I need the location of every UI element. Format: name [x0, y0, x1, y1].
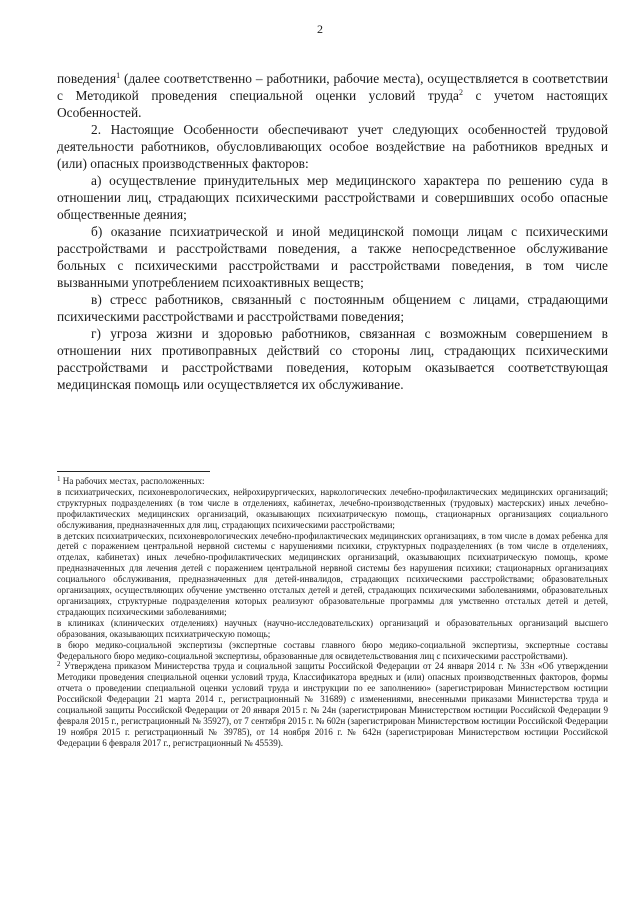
paragraph-2: 2. Настоящие Особенности обеспечивают учет следующих особенностей трудовой деятельности работников, обусловливающих особое воздействие на работников вредных и (или) опасных производственных факторов: [57, 122, 608, 171]
list-item-a: а) осуществление принудительных мер медицинского характера по решению суда в отношении лиц, страдающих психическими расстройствами и совершивших особо опасные общественные деяния; [57, 173, 608, 222]
page-number: 2 [317, 22, 323, 36]
list-item-g: г) угроза жизни и здоровью работников, связанная с возможным совершением в отношении них противоправных действий со стороны лиц, страдающих психическими расстройствами и расстройствами поведения, которым оказывается соответствующая медицинская помощь или осуществляется их обслуживание. [57, 326, 608, 392]
list-item-b: б) оказание психиатрической и иной медицинской помощи лицам с психическими расстройствами и расстройствами поведения, а также непосредственное обслуживание больных с психическими расстройствами и расстройствами поведения, в том числе вызванными употреблением психоактивных веществ; [57, 224, 608, 290]
footnote-1-item: в детских психиатрических, психоневрологических лечебно-профилактических медицинских организациях, в том числе в домах ребенка для детей с поражением центральной нервной системы с нарушениями психики, структурных подразделениях (в том числе в отделениях, отделах, кабинетах) иных лечебно-профилактических медицинских организаций, оказывающих психиатрическую помощь, кроме предназначенных для лечения детей с поражением центральной нервной системы без нарушения психики; стационарных организациях социального обслуживания, предназначенных для детей-инвалидов, страдающих психическими расстройствами; образовательных организациях, осуществляющих обучение умственно отсталых детей и детей, страдающих психическими заболеваниями, образовательных организациях, структурные подразделения которых реализуют образовательные программы для умственно отсталых детей и детей, страдающих психическими заболеваниями; [57, 530, 608, 617]
main-text [57, 70, 608, 393]
list-item-v: в) стресс работников, связанный с постоянным общением с лицами, страдающими психическими расстройствами и расстройствами поведения; [57, 292, 608, 324]
footnote-divider [57, 471, 210, 472]
footnotes [57, 476, 608, 749]
footnote-2: $^2$ Утверждена приказом Министерства труда и социальной защиты Российской Федерации от 24 января 2014 г. № 33н «Об утверждении Методики проведения специальной оценки условий труда, Классификатора вредных и (или) опасных производственных факторов, формы отчета о проведении специальной оценки условий труда и инструкции по ее заполнению» (зарегистрирован Министерством юстиции Российской Федерации 21 марта 2014 г., регистрационный № 31689) с изменениями, внесенными приказами Министерства труда и социальной защиты Российской Федерации от 20 января 2015 г. № 24н (зарегистрирован Министерством юстиции Российской Федерации 9 февраля 2015 г., регистрационный № 35927), от 7 сентября 2015 г. № 602н (зарегистрирован Министерством юстиции Российской Федерации 19 ноября 2015 г. регистрационный № 39785), от 14 ноября 2016 г. № 642н (зарегистрирован Министерством юстиции Российской Федерации 6 февраля 2017 г., регистрационный № 45539). [57, 660, 608, 748]
footnote-1-item: в клиниках (клинических отделениях) научных (научно-исследовательских) организаций и образовательных организаций высшего образования, оказывающих психиатрическую помощь; [57, 617, 608, 639]
paragraph-intro: поведения$^1$ (далее соответственно – работники, рабочие места), осуществляется в соответствии с Методикой проведения специальной оценки условий труда$^2$ с учетом настоящих Особенностей. [57, 71, 609, 120]
footnote-1-item: в бюро медико-социальной экспертизы (экспертные составы главного бюро медико-социальной экспертизы, экспертные составы Федерального бюро медико-социальной экспертизы, образованные для освидетельствования лиц с психическими расстройствами). [57, 639, 608, 661]
footnote-1-item: в психиатрических, психоневрологических, нейрохирургических, наркологических лечебно-профилактических медицинских организаций; структурных подразделениях (в том числе в отделениях, кабинетах, лечебно-производственных (трудовых) мастерских) иных лечебно-профилактических медицинских организаций, оказывающих психиатрическую помощь, стационарных организациях социального обслуживания, предназначенных для лиц, страдающих психическими расстройствами; [57, 486, 608, 530]
footnote-1-title: $^1$ На рабочих местах, расположенных: [57, 475, 205, 486]
footnote-ref-1[interactable]: 1 [116, 71, 121, 80]
footnote-ref-2[interactable]: 2 [459, 88, 463, 97]
